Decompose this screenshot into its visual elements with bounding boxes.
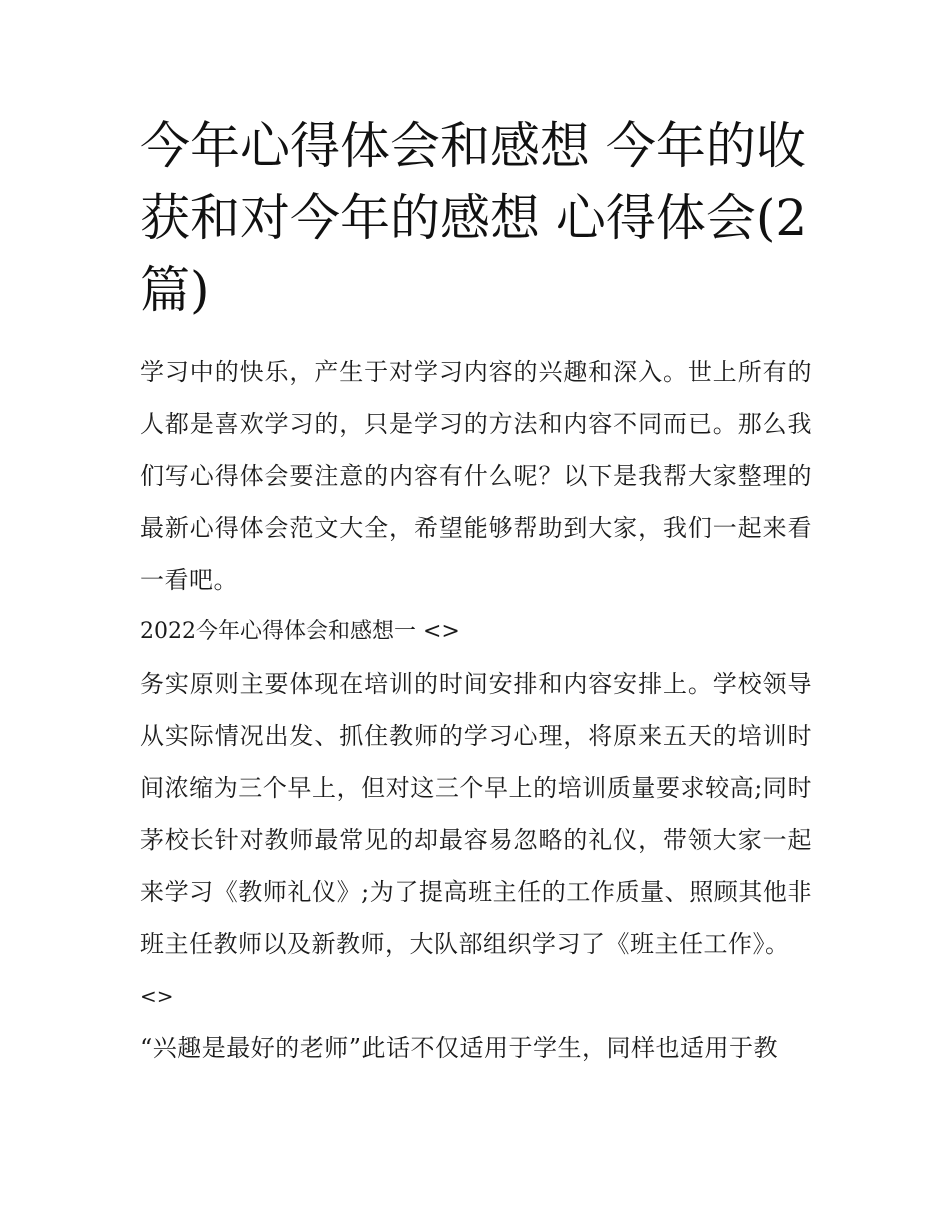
intro-paragraph: 学习中的快乐，产生于对学习内容的兴趣和深入。世上所有的人都是喜欢学习的，只是学习的方法和内容不同而已。那么我们写心得体会要注意的内容有什么呢？以下是我帮大家整理的最新心得体会范文大全，希望能够帮助到大家，我们一起来看一看吧。 [140,358,812,594]
trailing-paragraph: “兴趣是最好的老师”此话不仅适用于学生，同样也适用于教 [140,1034,779,1062]
document-page [140,110,812,1074]
section-heading: 2022今年心得体会和感想一 <> [140,619,460,644]
section-marker: <> [140,984,174,1008]
body-paragraph: 务实原则主要体现在培训的时间安排和内容安排上。学校领导从实际情况出发、抓住教师的学习心理，将原来五天的培训时间浓缩为三个早上，但对这三个早上的培训质量要求较高;同时茅校长针对教师最常见的却最容易忽略的礼仪，带领大家一起来学习《教师礼仪》;为了提高班主任的工作质量、照顾其他非班主任教师以及新教师，大队部组织学习了《班主任工作》。 [140,670,812,958]
document-title: 今年心得体会和感想 今年的收获和对今年的感想 心得体会(2篇) [140,117,808,319]
